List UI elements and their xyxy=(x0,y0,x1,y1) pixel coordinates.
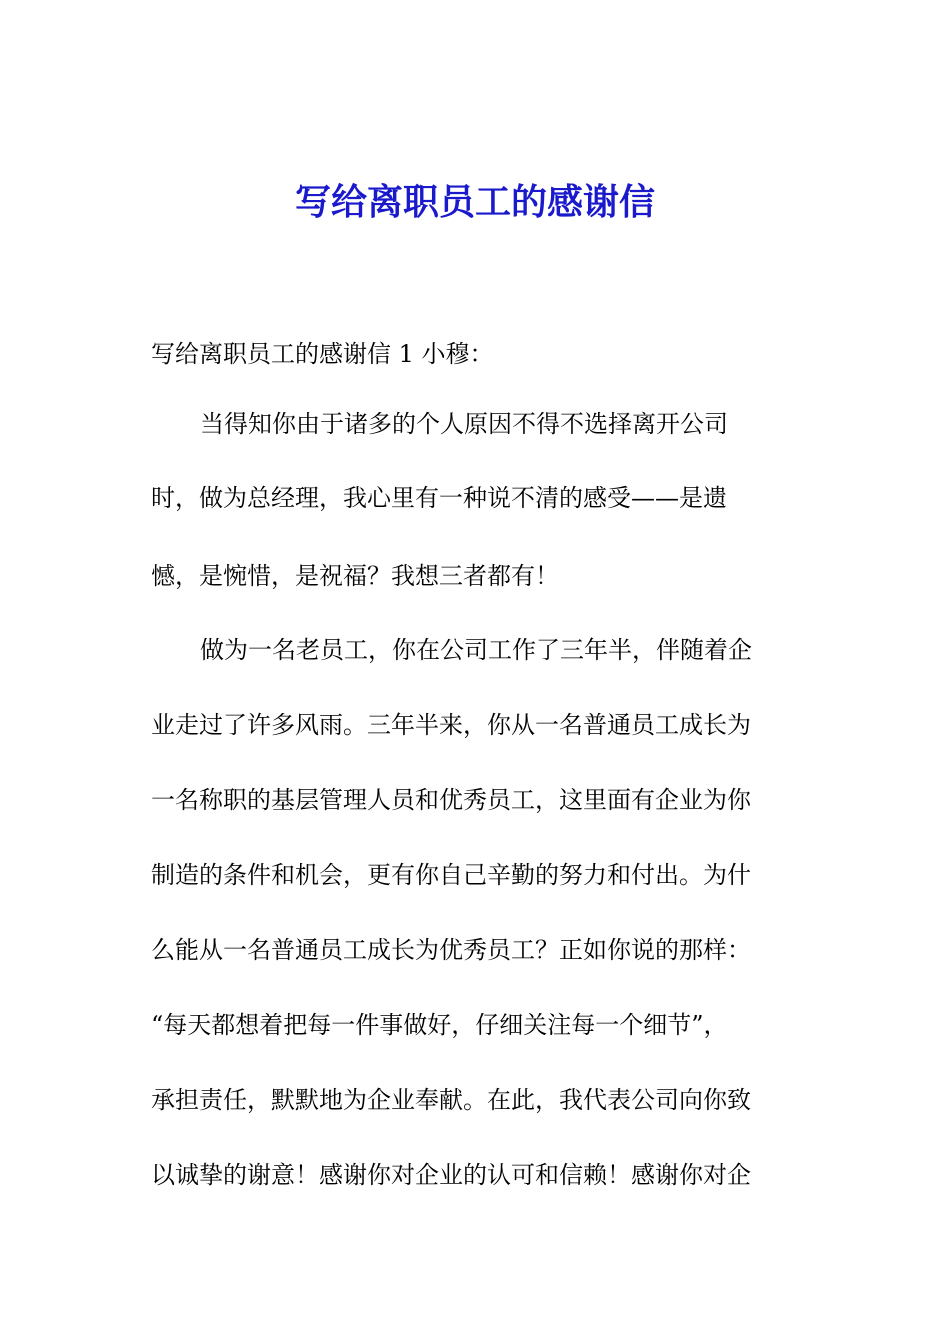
paragraph-2-line-2: 业走过了许多风雨。三年半来，你从一名普通员工成长为 xyxy=(151,711,751,739)
paragraph-1-line-1: 当得知你由于诸多的个人原因不得不选择离开公司 xyxy=(200,410,728,438)
document-title: 写给离职员工的感谢信 xyxy=(294,181,655,223)
paragraph-2-line-1: 做为一名老员工，你在公司工作了三年半，伴随着企 xyxy=(200,636,752,664)
paragraph-1-line-3: 憾，是惋惜，是祝福？我想三者都有！ xyxy=(151,562,559,590)
paragraph-2-line-7: 承担责任，默默地为企业奉献。在此，我代表公司向你致 xyxy=(151,1086,751,1114)
paragraph-2-line-6: “每天都想着把每一件事做好，仔细关注每一个细节”， xyxy=(151,1011,728,1039)
salutation-line: 写给离职员工的感谢信 1 小穆： xyxy=(151,340,494,368)
paragraph-1-line-2: 时，做为总经理，我心里有一种说不清的感受——是遗 xyxy=(151,484,727,512)
paragraph-2-line-8: 以诚挚的谢意！感谢你对企业的认可和信赖！感谢你对企 xyxy=(151,1161,751,1189)
paragraph-2-line-4: 制造的条件和机会，更有你自己辛勤的努力和付出。为什 xyxy=(151,861,751,889)
paragraph-2-line-3: 一名称职的基层管理人员和优秀员工，这里面有企业为你 xyxy=(151,786,751,814)
paragraph-2-line-5: 么能从一名普通员工成长为优秀员工？正如你说的那样： xyxy=(151,936,751,964)
